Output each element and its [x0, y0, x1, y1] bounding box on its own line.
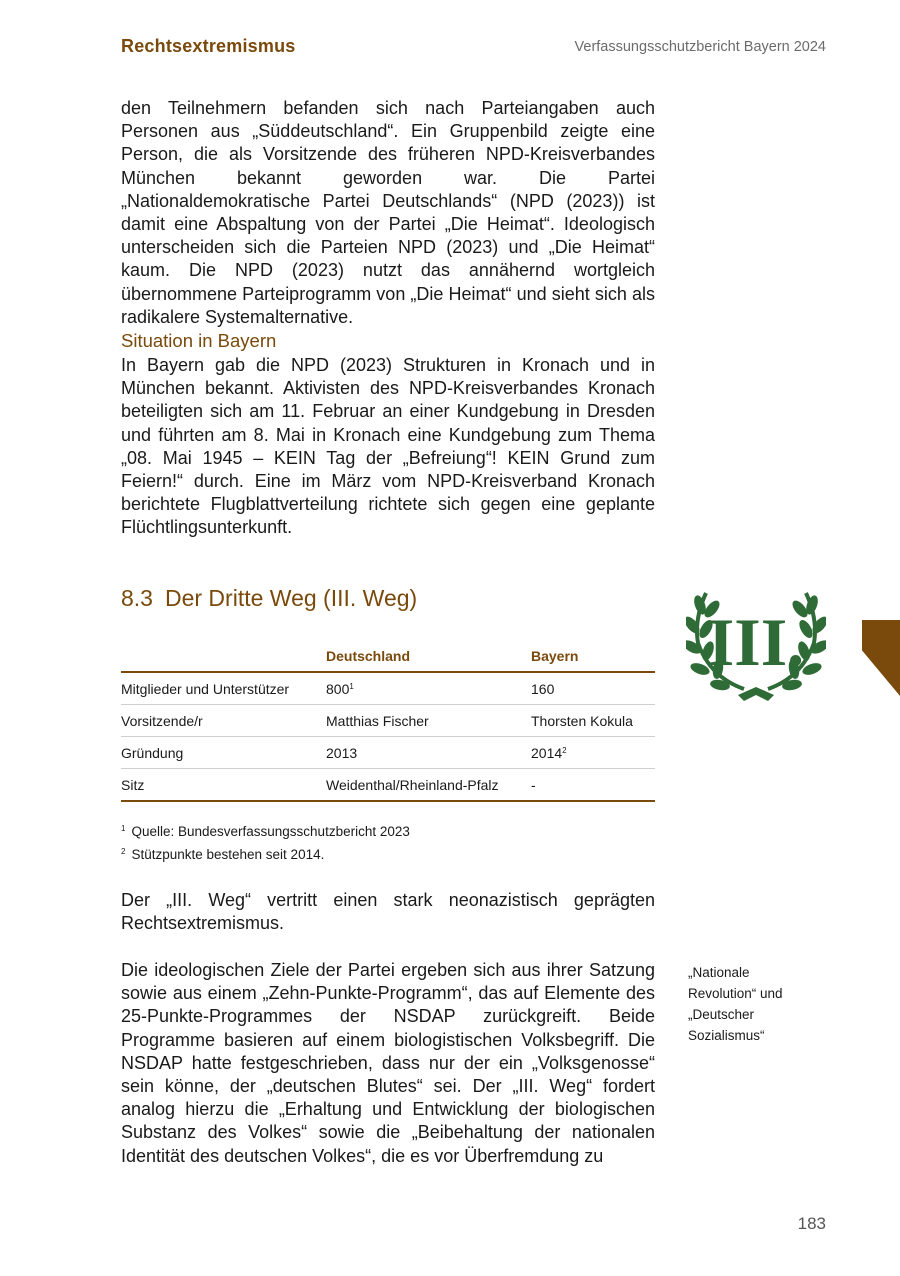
footnote-2: [121, 847, 324, 862]
footnote-text: Stützpunkte bestehen seit 2014.: [131, 847, 325, 862]
page-number: 183: [797, 1214, 826, 1233]
row-value-deutschland: Weidenthal/Rheinland-Pfalz: [326, 769, 531, 802]
footnote-text: Quelle: Bundesverfassungsschutzbericht 2023: [131, 824, 410, 839]
chapter-tab-marker: [862, 620, 900, 696]
table-row: [121, 769, 655, 802]
table-row: [121, 705, 655, 737]
running-header-publication: Verfassungsschutzbericht Bayern 2024: [574, 39, 826, 55]
row-value-bayern: 2014$^2$: [531, 737, 655, 769]
section-title: Der Dritte Weg (III. Weg): [164, 585, 418, 611]
row-label: Vorsitzende/r: [121, 705, 326, 737]
row-label: Sitz: [121, 769, 326, 802]
footnote-1: [121, 824, 410, 839]
paragraph-ideology-detail: Die ideologischen Ziele der Partei ergeben sich aus ihrer Satzung sowie aus einem „Zehn-Punkte-Programm“, das auf Elemente des 25-Punkte-Programmes der NSDAP zurückgreift. Beide Programme basieren auf einem biologistischen Volksbegriff. Die NSDAP hatte festgeschrieben, dass nur der ein „Volksgenosse“ sein könne, der „deutschen Blutes“ sei. Der „III. Weg“ fordert analog hierzu die „Erhaltung und Entwicklung der biologischen Substanz des Volkes“ sowie die „Beibehaltung der nationalen Identität des deutschen Volkes“, die es vor Überfremdung zu: [121, 960, 655, 1166]
footnote-ref: 1: [349, 681, 354, 691]
footnote-mark: 2: [121, 847, 126, 856]
table-header-bayern: Bayern: [531, 640, 655, 672]
section-number: 8.3: [121, 585, 153, 611]
row-value-deutschland: Matthias Fischer: [326, 705, 531, 737]
running-header-section: Rechtsextremismus: [121, 36, 296, 56]
row-value-bayern: Thorsten Kokula: [531, 705, 655, 737]
party-facts-table: [121, 640, 655, 802]
row-value-bayern: 160: [531, 672, 655, 705]
margin-note: „Nationale Revolution“ und „Deutscher Sozialismus“: [688, 965, 783, 1043]
row-value-deutschland: $800^1$: [326, 672, 531, 705]
table-header-deutschland: Deutschland: [326, 640, 531, 672]
footnote-ref: 2: [562, 745, 567, 755]
table-row: [121, 737, 655, 769]
logo-text: III.: [707, 604, 805, 680]
situation-paragraph: In Bayern gab die NPD (2023) Strukturen in Kronach und in München bekannt. Aktivisten des NPD-Kreisverbandes Kronach beteiligten sich am 11. Februar an einer Kundgebung in Dresden und führten am 8. Mai in Kronach eine Kundgebung zum Thema „08. Mai 1945 – KEIN Tag der „Befreiung“! KEIN Grund zum Feiern!“ durch. Eine im März vom NPD-Kreisverband Kronach berichtete Flugblattverteilung richtete sich gegen eine geplante Flüchtlingsunterkunft.: [121, 355, 655, 538]
section-heading: [121, 585, 417, 612]
paragraph-ideology-intro: Der „III. Weg“ vertritt einen stark neonazistisch geprägten Rechtsextremismus.: [121, 890, 655, 934]
table-header-row: [121, 640, 655, 672]
footnote-mark: 1: [121, 824, 126, 833]
situation-heading: Situation in Bayern: [121, 330, 277, 351]
row-value-bayern: -: [531, 769, 655, 802]
table-header-empty: [121, 640, 326, 672]
row-value-deutschland: 2013: [326, 737, 531, 769]
row-label: Mitglieder und Unterstützer: [121, 672, 326, 705]
laurel-wreath-logo: [686, 585, 826, 705]
table-row: [121, 672, 655, 705]
intro-paragraph: den Teilnehmern befanden sich nach Parteiangaben auch Personen aus „Süddeutschland“. Ein Gruppenbild zeigte eine Person, die als Vorsitzende des früheren NPD-Kreisverbandes München bekannt geworden war. Die Partei „Nationaldemokratische Partei Deutschlands“ (NPD (2023)) ist damit eine Abspaltung von der Partei „Die Heimat“. Ideologisch unterscheiden sich die Parteien NPD (2023) und „Die Heimat“ kaum. Die NPD (2023) nutzt das annähernd wortgleich übernommene Parteiprogramm von „Die Heimat“ und sieht sich als radikalere Systemalternative.: [121, 98, 655, 327]
row-label: Gründung: [121, 737, 326, 769]
